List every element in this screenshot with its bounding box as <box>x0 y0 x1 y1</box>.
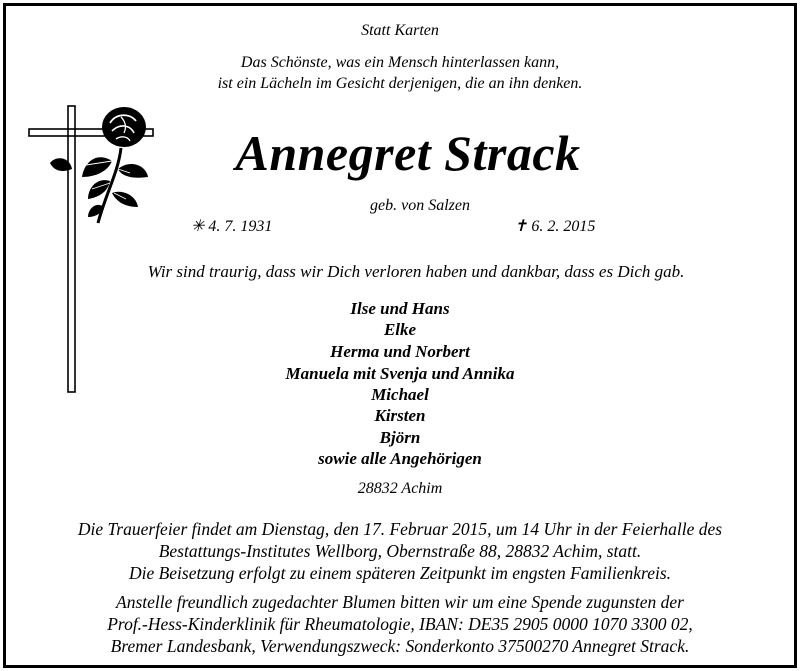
ceremony-line: Bestattungs-Institutes Wellborg, Obernstraße 88, 28832 Achim, statt. <box>158 541 642 561</box>
birth-date <box>191 216 272 236</box>
donation-line: Prof.-Hess-Kinderklinik für Rheumatologie, IBAN: DE35 2905 0000 1070 3300 02, <box>107 614 693 634</box>
family-member: Herma und Norbert <box>330 342 470 361</box>
family-member: Manuela mit Svenja und Annika <box>285 364 515 383</box>
quote-line-2: ist ein Lächeln im Gesicht derjenigen, die an ihn denken. <box>217 75 583 92</box>
ceremony-line: Die Beisetzung erfolgt zu einem späteren Zeitpunkt im engsten Familienkreis. <box>128 563 672 583</box>
family-member: Ilse und Hans <box>350 299 450 318</box>
place: 28832 Achim <box>357 480 443 497</box>
donation-line: Anstelle freundlich zugedachter Blumen bitten wir um eine Spende zugunsten der <box>116 592 684 612</box>
family-member: Kirsten <box>374 406 426 425</box>
quote-line-1: Das Schönste, was ein Mensch hinterlassen kann, <box>240 54 560 71</box>
death-date-value: 6. 2. 2015 <box>531 218 596 235</box>
maiden-name: geb. von Salzen <box>370 197 470 214</box>
message: Wir sind traurig, dass wir Dich verloren haben und dankbar, dass es Dich gab. <box>147 262 685 281</box>
death-date <box>514 216 595 236</box>
death-cross-icon: ✝ <box>514 218 528 235</box>
ceremony-line: Die Trauerfeier findet am Dienstag, den 17. Februar 2015, um 14 Uhr in der Feierhalle des <box>77 519 723 539</box>
donation-line: Bremer Landesbank, Verwendungszweck: Sonderkonto 37500270 Annegret Strack. <box>110 636 690 656</box>
family-member: Michael <box>371 385 429 404</box>
birth-star-icon: ✳ <box>191 218 205 235</box>
family-member: Elke <box>383 320 417 339</box>
family-member: sowie alle Angehörigen <box>318 449 482 468</box>
birth-date-value: 4. 7. 1931 <box>208 218 273 235</box>
family-member: Björn <box>379 428 421 447</box>
deceased-name: Annegret Strack <box>235 125 581 181</box>
obituary-notice <box>3 3 797 668</box>
statt-karten: Statt Karten <box>361 22 439 39</box>
